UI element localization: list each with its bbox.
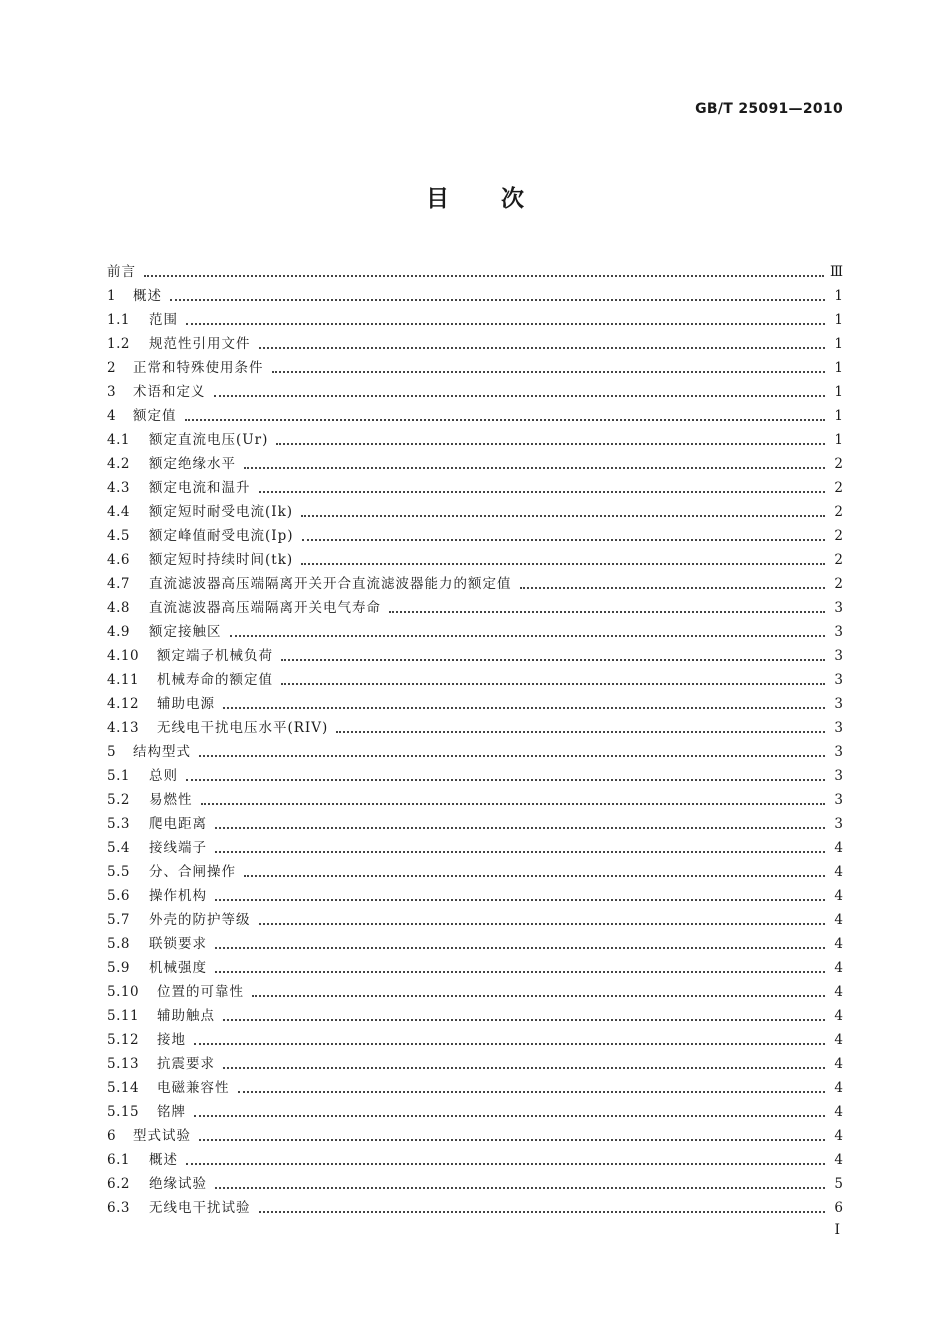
- toc-entry-number: 5.8: [107, 936, 130, 952]
- toc-entry-number: 5.6: [107, 888, 130, 904]
- toc-entry[interactable]: [107, 1098, 843, 1122]
- toc-entry[interactable]: [107, 330, 843, 354]
- toc-dot-leader: [259, 923, 826, 925]
- toc-dot-leader: [244, 875, 825, 877]
- toc-dot-leader: [194, 1115, 825, 1117]
- toc-entry[interactable]: [107, 834, 843, 858]
- toc-entry-number: 6.1: [107, 1152, 130, 1168]
- toc-entry-label: 绝缘试验: [149, 1176, 207, 1192]
- toc-entry[interactable]: [107, 282, 843, 306]
- toc-dot-leader: [186, 323, 825, 325]
- page-number: I: [834, 1222, 840, 1238]
- toc-entry-number: 4.5: [107, 528, 130, 544]
- table-of-contents: [107, 258, 843, 1218]
- toc-dot-leader: [215, 971, 825, 973]
- toc-entry-page: 4: [834, 1056, 843, 1072]
- toc-dot-leader: [223, 1019, 825, 1021]
- toc-dot-leader: [215, 1187, 825, 1189]
- toc-entry-page: 1: [834, 312, 843, 328]
- toc-entry-number: 1: [107, 288, 117, 304]
- toc-entry[interactable]: [107, 1146, 843, 1170]
- toc-dot-leader: [214, 395, 826, 397]
- toc-dot-leader: [272, 371, 826, 373]
- toc-dot-leader: [223, 1067, 825, 1069]
- toc-entry[interactable]: [107, 786, 843, 810]
- toc-entry-label: 范围: [149, 312, 178, 328]
- toc-entry[interactable]: [107, 426, 843, 450]
- toc-entry-number: 4.11: [107, 672, 140, 688]
- toc-entry-number: 6: [107, 1128, 117, 1144]
- toc-dot-leader: [520, 587, 826, 589]
- toc-entry[interactable]: [107, 882, 843, 906]
- toc-entry-number: 5.1: [107, 768, 130, 784]
- toc-entry-number: 5.12: [107, 1032, 140, 1048]
- toc-entry-label: 直流滤波器高压端隔离开关开合直流滤波器能力的额定值: [149, 576, 512, 592]
- toc-entry[interactable]: [107, 570, 843, 594]
- toc-dot-leader: [302, 539, 825, 541]
- toc-entry-number: 4.4: [107, 504, 130, 520]
- toc-entry[interactable]: [107, 354, 843, 378]
- toc-dot-leader: [201, 803, 826, 805]
- toc-entry-number: 5.13: [107, 1056, 140, 1072]
- toc-dot-leader: [276, 443, 825, 445]
- standard-code: GB/T 25091—2010: [695, 101, 843, 117]
- toc-dot-leader: [244, 467, 825, 469]
- toc-entry-label: 直流滤波器高压端隔离开关电气寿命: [149, 600, 381, 616]
- toc-entry-number: 4.3: [107, 480, 130, 496]
- toc-entry-page: 1: [834, 288, 843, 304]
- toc-entry-page: 3: [834, 696, 843, 712]
- toc-entry[interactable]: [107, 1122, 843, 1146]
- toc-entry[interactable]: [107, 546, 843, 570]
- toc-entry-label: 正常和特殊使用条件: [133, 360, 264, 376]
- toc-entry-label: 术语和定义: [133, 384, 206, 400]
- toc-entry-number: 6.2: [107, 1176, 130, 1192]
- toc-entry-page: 3: [834, 744, 843, 760]
- toc-entry-label: 额定绝缘水平: [149, 456, 236, 472]
- toc-entry-label: 规范性引用文件: [149, 336, 251, 352]
- toc-dot-leader: [223, 707, 825, 709]
- toc-entry-number: 5.9: [107, 960, 130, 976]
- toc-entry[interactable]: [107, 1074, 843, 1098]
- toc-entry-number: 5.10: [107, 984, 140, 1000]
- toc-entry[interactable]: [107, 402, 843, 426]
- toc-dot-leader: [186, 779, 825, 781]
- toc-entry-number: 5.4: [107, 840, 130, 856]
- toc-entry[interactable]: [107, 522, 843, 546]
- toc-entry-number: 4.9: [107, 624, 130, 640]
- toc-entry-number: 3: [107, 384, 117, 400]
- toc-entry-label: 机械寿命的额定值: [157, 672, 273, 688]
- toc-entry-label: 额定接触区: [149, 624, 222, 640]
- toc-entry-number: 2: [107, 360, 117, 376]
- toc-entry-page: 3: [834, 624, 843, 640]
- toc-entry-number: 4.1: [107, 432, 130, 448]
- toc-entry-page: 1: [834, 408, 843, 424]
- toc-dot-leader: [301, 515, 825, 517]
- toc-entry-page: 3: [834, 720, 843, 736]
- toc-entry[interactable]: [107, 714, 843, 738]
- toc-entry-page: 2: [834, 552, 843, 568]
- toc-entry-number: 1.1: [107, 312, 130, 328]
- toc-entry-label: 前言: [107, 264, 136, 280]
- toc-entry-number: 5.2: [107, 792, 130, 808]
- toc-entry-number: 4.10: [107, 648, 140, 664]
- toc-dot-leader: [259, 1211, 826, 1213]
- toc-entry-label: 辅助电源: [157, 696, 215, 712]
- toc-entry-page: 4: [834, 1128, 843, 1144]
- toc-entry-page: 4: [834, 1080, 843, 1096]
- toc-entry-label: 额定峰值耐受电流(Ip): [149, 528, 294, 544]
- toc-entry-label: 爬电距离: [149, 816, 207, 832]
- toc-entry-label: 外壳的防护等级: [149, 912, 251, 928]
- toc-dot-leader: [199, 755, 825, 757]
- toc-entry[interactable]: [107, 1026, 843, 1050]
- toc-entry-page: 2: [834, 528, 843, 544]
- toc-entry-label: 电磁兼容性: [157, 1080, 230, 1096]
- toc-entry-number: 4.7: [107, 576, 130, 592]
- toc-entry[interactable]: [107, 738, 843, 762]
- toc-entry[interactable]: [107, 1170, 843, 1194]
- toc-dot-leader: [215, 899, 825, 901]
- page-title: 目次: [426, 186, 576, 212]
- toc-entry-page: 3: [834, 672, 843, 688]
- toc-entry-label: 额定端子机械负荷: [157, 648, 273, 664]
- toc-entry-label: 额定值: [133, 408, 177, 424]
- toc-entry[interactable]: [107, 642, 843, 666]
- toc-entry[interactable]: [107, 474, 843, 498]
- toc-dot-leader: [185, 419, 826, 421]
- toc-entry-label: 操作机构: [149, 888, 207, 904]
- toc-entry[interactable]: [107, 858, 843, 882]
- toc-entry-label: 型式试验: [133, 1128, 191, 1144]
- toc-dot-leader: [199, 1139, 825, 1141]
- toc-entry-page: 1: [834, 432, 843, 448]
- toc-entry-label: 联锁要求: [149, 936, 207, 952]
- toc-dot-leader: [301, 563, 825, 565]
- toc-entry-label: 位置的可靠性: [157, 984, 244, 1000]
- toc-entry-label: 无线电干扰试验: [149, 1200, 251, 1216]
- toc-entry-page: 4: [834, 1152, 843, 1168]
- toc-entry-number: 4.2: [107, 456, 130, 472]
- toc-dot-leader: [215, 947, 825, 949]
- toc-entry-page: 4: [834, 1104, 843, 1120]
- toc-entry-number: 4.12: [107, 696, 140, 712]
- toc-entry-label: 额定电流和温升: [149, 480, 251, 496]
- toc-entry-page: 3: [834, 768, 843, 784]
- toc-entry-number: 4: [107, 408, 117, 424]
- toc-entry-label: 额定短时持续时间(tk): [149, 552, 294, 568]
- toc-entry-label: 概述: [133, 288, 162, 304]
- toc-entry-label: 铭牌: [157, 1104, 186, 1120]
- toc-entry[interactable]: [107, 690, 843, 714]
- toc-entry-page: 4: [834, 840, 843, 856]
- toc-entry-label: 额定直流电压(Ur): [149, 432, 269, 448]
- toc-entry[interactable]: [107, 978, 843, 1002]
- toc-entry-page: 3: [834, 792, 843, 808]
- toc-dot-leader: [215, 827, 825, 829]
- toc-entry[interactable]: [107, 954, 843, 978]
- toc-entry-page: 4: [834, 888, 843, 904]
- toc-entry-page: 4: [834, 984, 843, 1000]
- toc-entry[interactable]: [107, 618, 843, 642]
- toc-dot-leader: [389, 611, 825, 613]
- toc-entry-page: 1: [834, 360, 843, 376]
- toc-entry-page: 2: [834, 456, 843, 472]
- toc-entry[interactable]: [107, 1050, 843, 1074]
- toc-entry-label: 辅助触点: [157, 1008, 215, 1024]
- toc-entry-page: Ⅲ: [829, 264, 843, 280]
- toc-entry-label: 无线电干扰电压水平(RIV): [157, 720, 329, 736]
- toc-dot-leader: [144, 275, 824, 277]
- toc-dot-leader: [259, 491, 826, 493]
- toc-entry-page: 2: [834, 480, 843, 496]
- toc-dot-leader: [281, 683, 825, 685]
- toc-entry[interactable]: [107, 666, 843, 690]
- toc-entry[interactable]: [107, 930, 843, 954]
- toc-entry-label: 结构型式: [133, 744, 191, 760]
- toc-entry-label: 机械强度: [149, 960, 207, 976]
- toc-entry-number: 5.5: [107, 864, 130, 880]
- toc-entry-page: 4: [834, 960, 843, 976]
- toc-entry[interactable]: [107, 810, 843, 834]
- toc-entry-page: 3: [834, 600, 843, 616]
- toc-entry-number: 5.15: [107, 1104, 140, 1120]
- toc-entry-number: 1.2: [107, 336, 130, 352]
- toc-entry-label: 抗震要求: [157, 1056, 215, 1072]
- toc-dot-leader: [336, 731, 825, 733]
- toc-dot-leader: [215, 851, 825, 853]
- toc-entry-page: 4: [834, 912, 843, 928]
- toc-entry-label: 易燃性: [149, 792, 193, 808]
- toc-entry-label: 总则: [149, 768, 178, 784]
- toc-entry-label: 概述: [149, 1152, 178, 1168]
- toc-entry-page: 4: [834, 1008, 843, 1024]
- toc-entry[interactable]: [107, 1002, 843, 1026]
- toc-entry-page: 4: [834, 1032, 843, 1048]
- toc-dot-leader: [186, 1163, 825, 1165]
- toc-dot-leader: [281, 659, 825, 661]
- toc-entry-page: 4: [834, 864, 843, 880]
- toc-entry-label: 分、合闸操作: [149, 864, 236, 880]
- toc-entry-page: 2: [834, 504, 843, 520]
- toc-entry-number: 5.11: [107, 1008, 140, 1024]
- toc-entry-number: 6.3: [107, 1200, 130, 1216]
- toc-dot-leader: [194, 1043, 825, 1045]
- toc-dot-leader: [252, 995, 825, 997]
- toc-entry[interactable]: [107, 1194, 843, 1218]
- toc-entry[interactable]: [107, 258, 843, 282]
- toc-entry-page: 5: [834, 1176, 843, 1192]
- toc-entry-number: 5.14: [107, 1080, 140, 1096]
- toc-entry-label: 额定短时耐受电流(Ik): [149, 504, 294, 520]
- toc-entry-number: 4.8: [107, 600, 130, 616]
- toc-entry-page: 6: [834, 1200, 843, 1216]
- toc-entry-label: 接地: [157, 1032, 186, 1048]
- toc-entry[interactable]: [107, 378, 843, 402]
- toc-dot-leader: [170, 299, 825, 301]
- toc-entry[interactable]: [107, 906, 843, 930]
- toc-entry-page: 3: [834, 648, 843, 664]
- toc-entry[interactable]: [107, 306, 843, 330]
- toc-dot-leader: [238, 1091, 826, 1093]
- toc-entry-number: 5.7: [107, 912, 130, 928]
- toc-entry[interactable]: [107, 762, 843, 786]
- toc-dot-leader: [230, 635, 826, 637]
- toc-entry-page: 1: [834, 336, 843, 352]
- toc-entry-page: 4: [834, 936, 843, 952]
- toc-entry-page: 3: [834, 816, 843, 832]
- toc-entry-number: 4.13: [107, 720, 140, 736]
- toc-entry[interactable]: [107, 450, 843, 474]
- toc-entry-page: 2: [834, 576, 843, 592]
- toc-entry[interactable]: [107, 498, 843, 522]
- toc-entry-number: 4.6: [107, 552, 130, 568]
- toc-entry-number: 5: [107, 744, 117, 760]
- toc-entry-page: 1: [834, 384, 843, 400]
- toc-dot-leader: [259, 347, 826, 349]
- toc-entry-label: 接线端子: [149, 840, 207, 856]
- toc-entry-number: 5.3: [107, 816, 130, 832]
- toc-entry[interactable]: [107, 594, 843, 618]
